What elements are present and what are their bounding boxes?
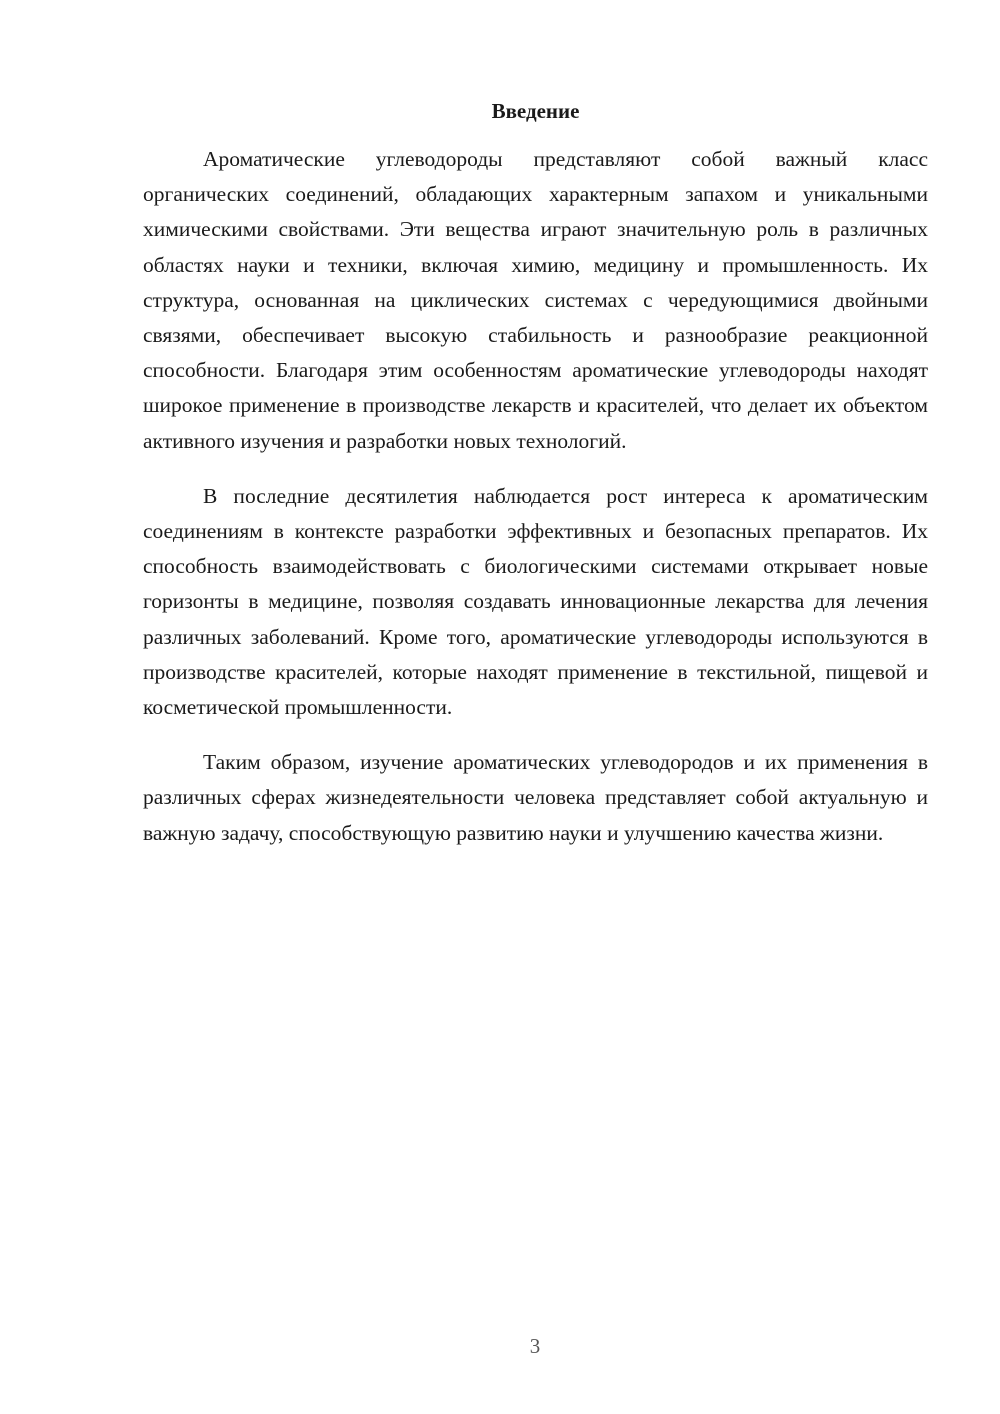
page-number: 3 [529, 1334, 541, 1358]
paragraph-1: Ароматические углеводороды представляют собой важный класс органических соединений, обладающих характерным запахом и уникальными химическими свойствами. Эти вещества играют значительную роль в различных областях науки и техники, включая химию, медицину и промышленность. Их структура, основанная на циклических системах с чередующимися двойными связями, обеспечивает высокую стабильность и разнообразие реакционной способности. Благодаря этим особенностям ароматические углеводороды находят широкое применение в производстве лекарств и красителей, что делает их объектом активного изучения и разработки новых технологий. [143, 147, 928, 453]
body-text [143, 142, 928, 871]
paragraph-3: Таким образом, изучение ароматических углеводородов и их применения в различных сферах жизнедеятельности человека представляет собой актуальную и важную задачу, способствующую развитию науки и улучшению качества жизни. [143, 750, 928, 845]
section-title: Введение [491, 99, 580, 123]
paragraph-2: В последние десятилетия наблюдается рост интереса к ароматическим соединениям в контексте разработки эффективных и безопасных препаратов. Их способность взаимодействовать с биологическими системами открывает новые горизонты в медицине, позволяя создавать инновационные лекарства для лечения различных заболеваний. Кроме того, ароматические углеводороды используются в производстве красителей, которые находят применение в текстильной, пищевой и косметической промышленности. [143, 483, 928, 720]
